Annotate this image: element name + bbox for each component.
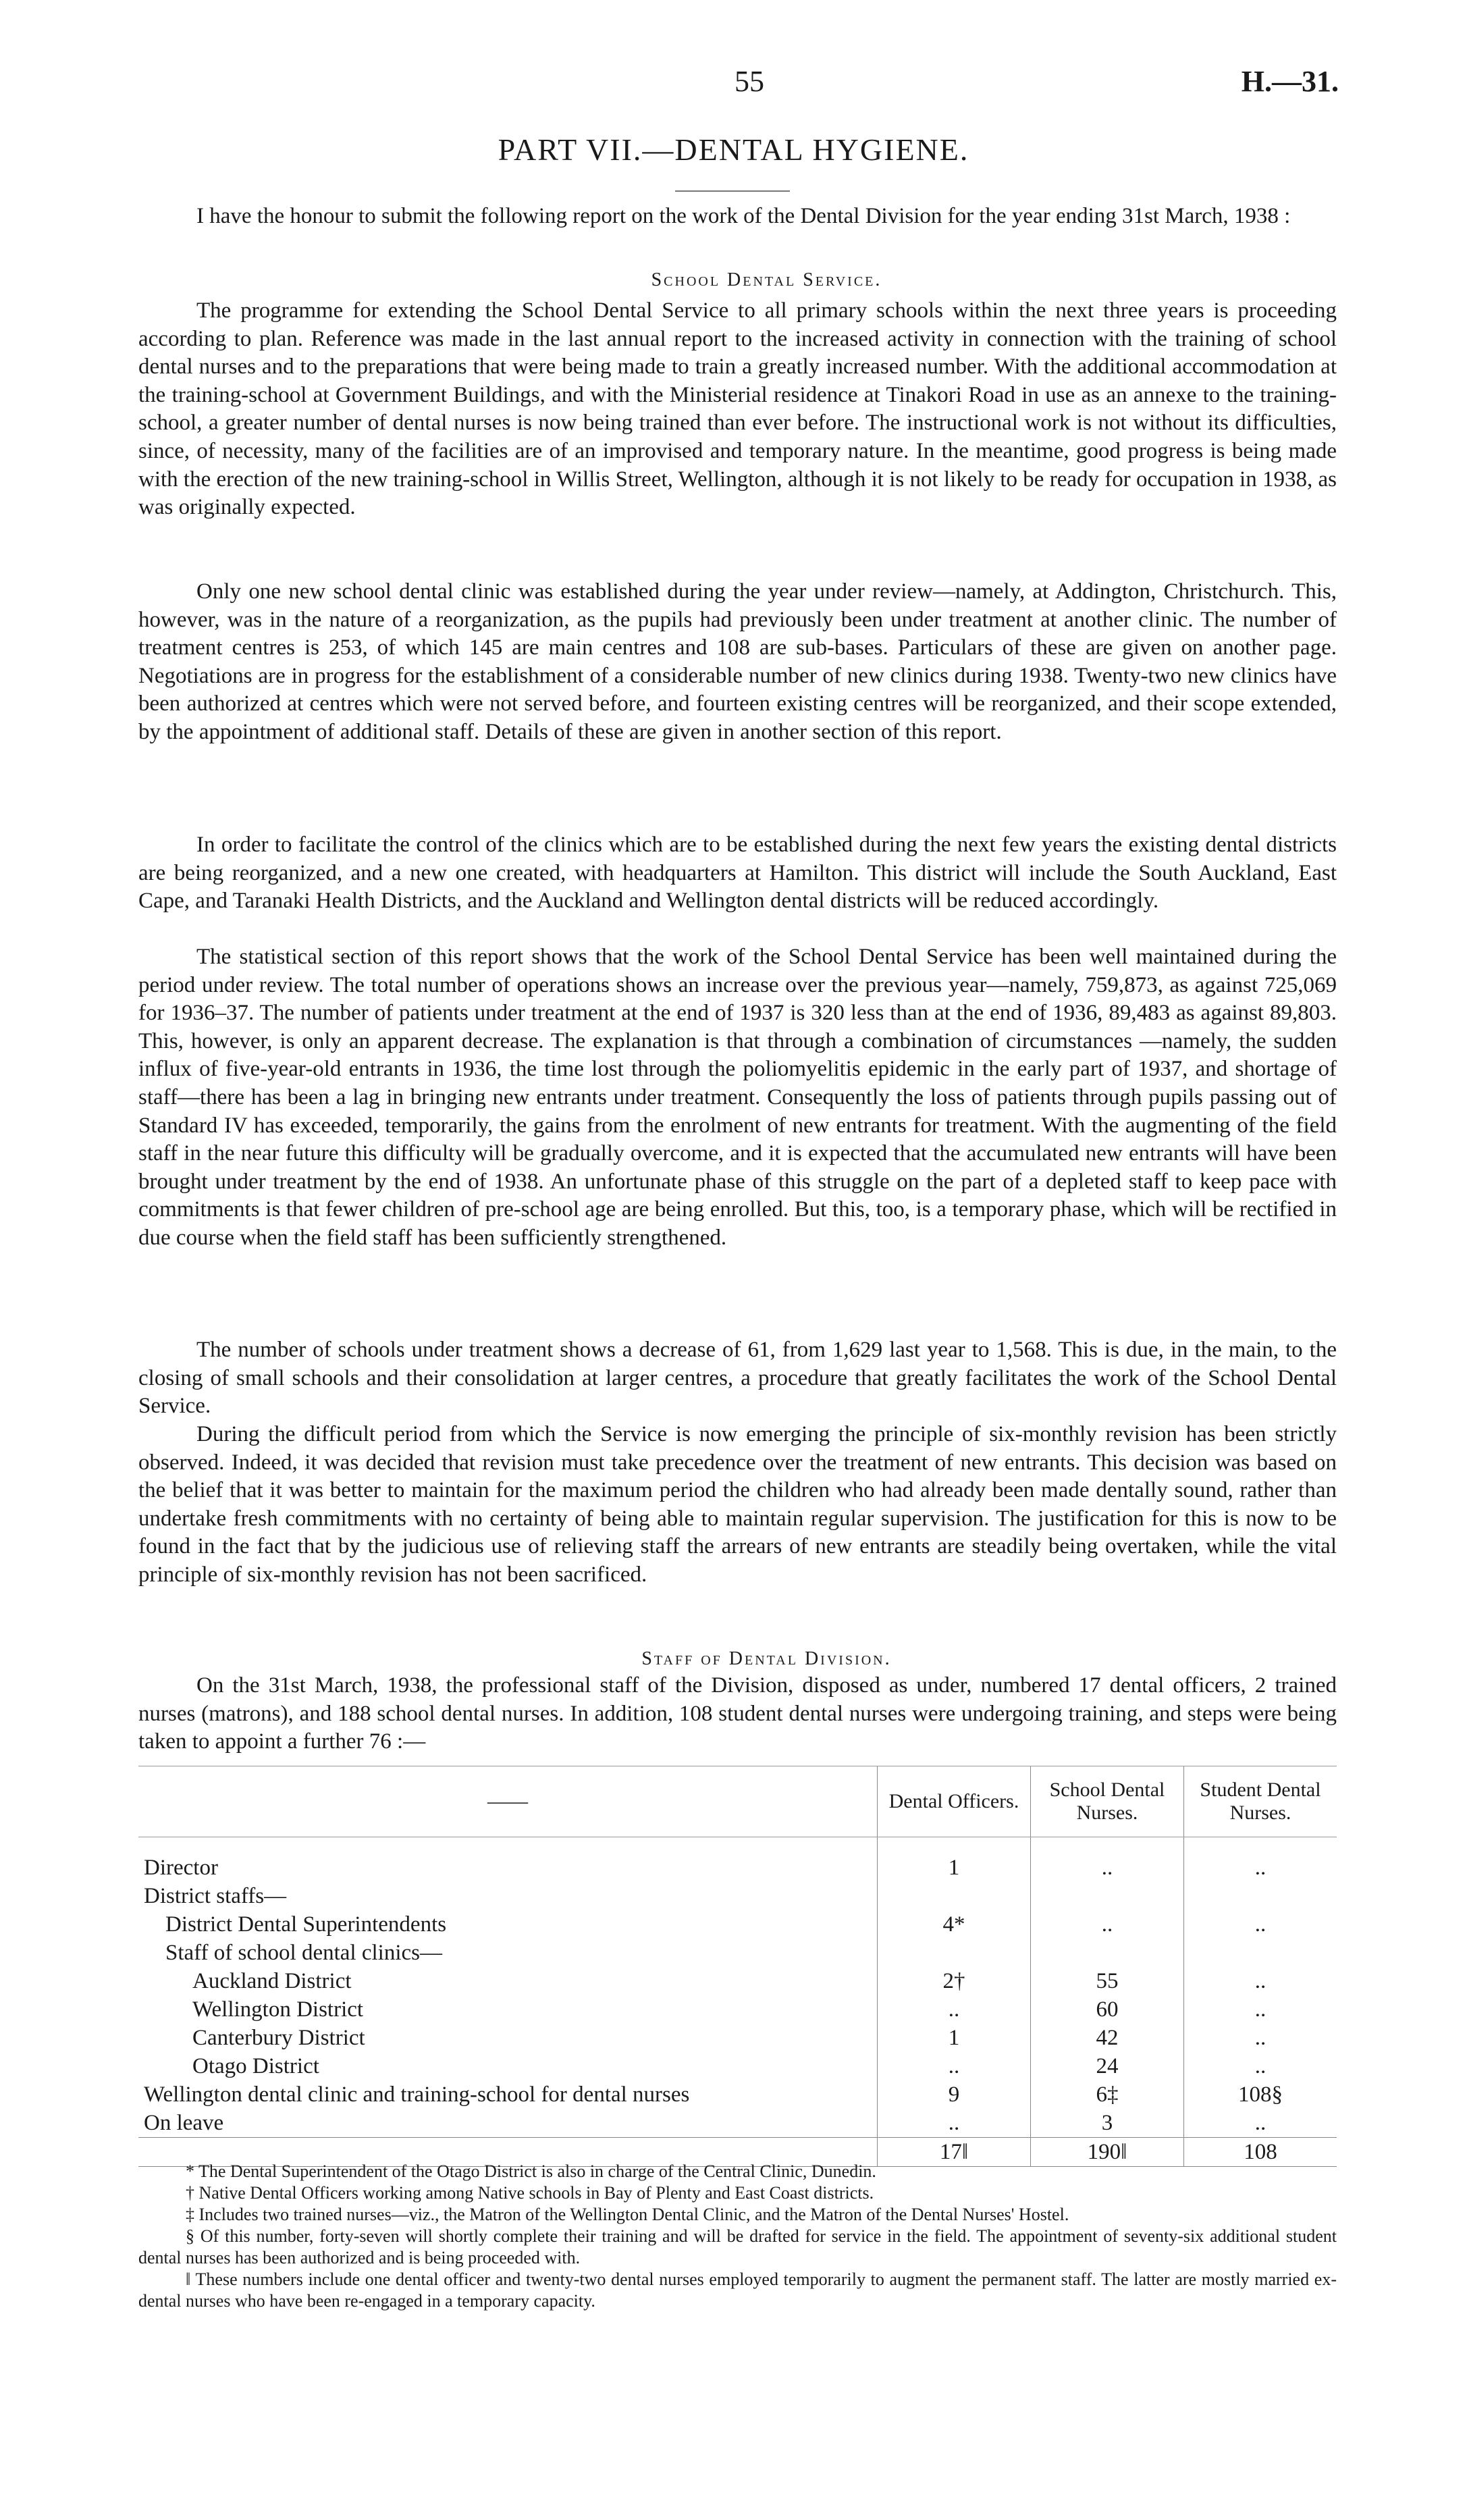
paragraph: In order to facilitate the control of the clinics which are to be established during the next few years the existing dental districts are being reorganized, and a new one created, with headquarters at Hamilton. This district will include the South Auckland, East Cape, and Taranaki Health Districts, and the Auckland and Wellington dental districts will be reduced accordingly. [138, 833, 1337, 914]
page-number: 55 [735, 65, 764, 98]
table-row: District Dental Superintendents 4* .. .. [138, 1910, 1337, 1939]
title-rule [675, 190, 790, 192]
section-heading-school-dental-service: School Dental Service. [651, 269, 882, 290]
table-row: Canterbury District 1 42 .. [138, 2024, 1337, 2052]
staff-table [138, 1766, 1337, 2167]
table-row: On leave .. 3 .. [138, 2109, 1337, 2138]
section-heading-staff: Staff of Dental Division. [641, 1648, 892, 1669]
table-header-student-dental-nurses: Student Dental Nurses. [1184, 1766, 1337, 1837]
table-row: Wellington District .. 60 .. [138, 1995, 1337, 2024]
table-row: Staff of school dental clinics— [138, 1939, 1337, 1967]
table-row: Otago District .. 24 .. [138, 2052, 1337, 2080]
paragraph: During the difficult period from which the Service is now emerging the principle of six-monthly revision has been strictly observed. Indeed, it was decided that revision must take precedence over the treatment of new entrants. This decision was based on the belief that it was better to maintain for the maximum period the children who had already been made dentally sound, rather than undertake fresh commitments with no certainty of being able to maintain regular supervision. The justification for this is now to be found in the fact that by the judicious use of relieving staff the arrears of new entrants are steadily being overtaken, while the vital principle of six-monthly revision has not been sacrificed. [138, 1422, 1337, 1587]
paragraph: The programme for extending the School Dental Service to all primary schools within the next three years is proceeding according to plan. Reference was made in the last annual report to the increased activity in connection with the training of school dental nurses and to the preparations that were being made to train a greatly increased number. With the additional accommodation at the training-school at Government Buildings, and with the Ministerial residence at Tinakori Road in use as an annexe to the training-school, a greater number of dental nurses is now being trained than ever before. The instructional work is not without its difficulties, since, of necessity, many of the facilities are of an improvised and temporary nature. In the meantime, good progress is being made with the erection of the new training-school in Willis Street, Wellington, although it is not likely to be ready for occupation in 1938, as was originally expected. [138, 298, 1337, 520]
total-school-dental-nurses: 190‖ [1031, 2138, 1184, 2167]
footnote: § Of this number, forty-seven will shortly complete their training and will be drafted for service in the field. The appointment of seventy-six additional student dental nurses has been authorized and is being proceeded with. [138, 2226, 1337, 2267]
table-row: District staffs— [138, 1882, 1337, 1910]
footnote: ‖ These numbers include one dental officer and twenty-two dental nurses employed temporarily to augment the permanent staff. The latter are mostly married ex-dental nurses who have been re-engaged in a temporary capacity. [138, 2269, 1337, 2311]
table-header-row [138, 1766, 1337, 1837]
table-row: Auckland District 2† 55 .. [138, 1967, 1337, 1995]
table-header-school-dental-nurses: School Dental Nurses. [1031, 1766, 1184, 1837]
table-header-blank: —— [138, 1766, 878, 1837]
part-title: PART VII.—DENTAL HYGIENE. [498, 132, 969, 167]
paragraph: The statistical section of this report shows that the work of the School Dental Service has been well maintained during the period under review. The total number of operations shows an increase over the previous year—namely, 759,873, as against 725,069 for 1936–37. The number of patients under treatment at the end of 1937 is 320 less than at the end of 1936, 89,483 as against 89,803. This, however, is only an apparent decrease. The explanation is that through a combination of circumstances —namely, the sudden influx of five-year-old entrants in 1936, the time lost through the poliomyelitis epidemic in the early part of 1937, and shortage of staff—there has been a lag in bringing new entrants under treatment. Consequently the loss of patients through pupils passing out of Standard IV has exceeded, temporarily, the gains from the enrolment of new entrants for treatment. With the augmenting of the field staff in the near future this difficulty will be gradually overcome, and it is expected that the accumulated new entrants will have been brought under treatment by the end of 1938. An unfortunate phase of this struggle on the part of a depleted staff to keep pace with commitments is that fewer children of pre-school age are being enrolled. But this, too, is a temporary phase, which will be rectified in due course when the field staff has been sufficiently strengthened. [138, 945, 1337, 1250]
paragraph: The number of schools under treatment shows a decrease of 61, from 1,629 last year to 1,568. This is due, in the main, to the closing of small schools and their consolidation at larger centres, a procedure that greatly facilitates the work of the School Dental Service. [138, 1338, 1337, 1419]
intro-paragraph: I have the honour to submit the following report on the work of the Dental Division for the year ending 31st March, 1938 : [196, 204, 1291, 228]
paragraph: On the 31st March, 1938, the professional staff of the Division, disposed as under, numbered 17 dental officers, 2 trained nurses (matrons), and 188 school dental nurses. In addition, 108 student dental nurses were undergoing training, and steps were being taken to appoint a further 76 :— [138, 1673, 1337, 1754]
footnote: ‡ Includes two trained nurses—viz., the Matron of the Wellington Dental Clinic, and the Matron of the Dental Nurses' Hostel. [186, 2205, 1069, 2224]
total-student-dental-nurses: 108 [1184, 2138, 1337, 2167]
table-header-dental-officers: Dental Officers. [878, 1766, 1031, 1837]
paragraph: Only one new school dental clinic was established during the year under review—namely, at Addington, Christchurch. This, however, was in the nature of a reorganization, as the pupils had previously been under treatment at another clinic. The number of treatment centres is 253, of which 145 are main centres and 108 are sub-bases. Particulars of these are given on another page. Negotiations are in progress for the establishment of a considerable number of new clinics during 1938. Twenty-two new clinics have been authorized at centres which were not served before, and fourteen existing centres will be reorganized, and their scope extended, by the appointment of additional staff. Details of these are given in another section of this report. [138, 579, 1337, 744]
document-reference: H.—31. [1241, 65, 1339, 98]
table-row: Director 1 .. .. [138, 1854, 1337, 1882]
total-dental-officers: 17‖ [878, 2138, 1031, 2167]
table-row: Wellington dental clinic and training-school for dental nurses 9 6‡ 108§ [138, 2080, 1337, 2109]
footnote: * The Dental Superintendent of the Otago District is also in charge of the Central Clinic, Dunedin. [186, 2161, 876, 2181]
footnote: † Native Dental Officers working among Native schools in Bay of Plenty and East Coast districts. [186, 2183, 874, 2203]
footnotes [138, 2161, 1337, 2312]
